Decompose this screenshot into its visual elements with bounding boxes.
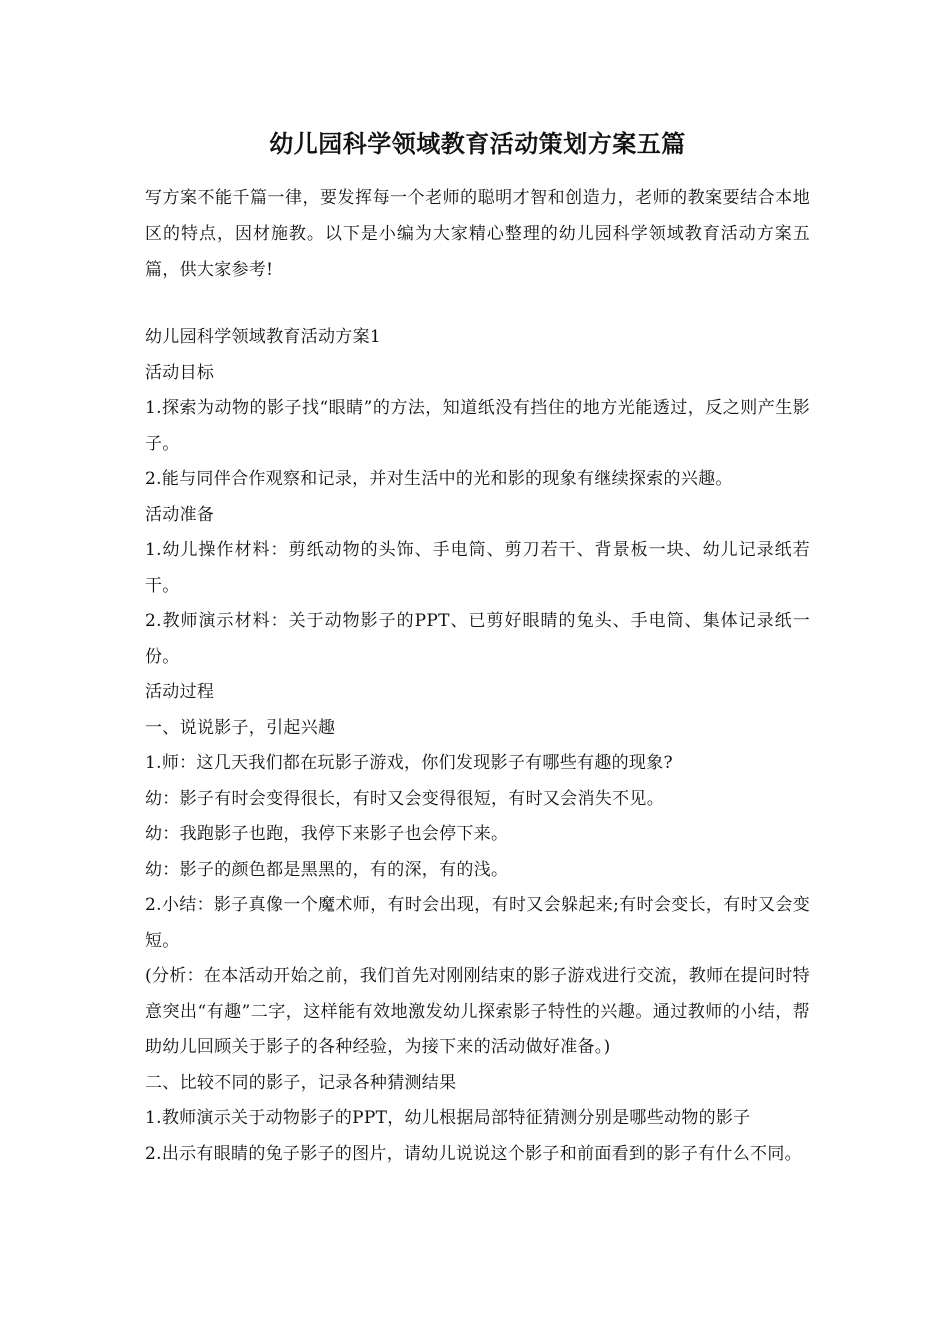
section-heading: 幼儿园科学领域教育活动方案1 bbox=[145, 327, 382, 347]
body-paragraph: 幼：影子有时会变得很长，有时又会变得很短，有时又会消失不见。 bbox=[145, 788, 664, 809]
intro-paragraph: 写方案不能千篇一律，要发挥每一个老师的聪明才智和创造力，老师的教案要结合本地区的特点，因材施教。以下是小编为大家精心整理的幼儿园科学领域教育活动方案五篇，供大家参考! bbox=[145, 188, 810, 280]
body-paragraph: 1.教师演示关于动物影子的PPT，幼儿根据局部特征猜测分别是哪些动物的影子 bbox=[145, 1108, 751, 1128]
document-page bbox=[145, 128, 810, 1172]
intro-section bbox=[145, 180, 810, 288]
body-paragraph: (分析：在本活动开始之前，我们首先对刚刚结束的影子游戏进行交流，教师在提问时特意突出“有趣”二字，这样能有效地激发幼儿探索影子特性的兴趣。通过教师的小结，帮助幼儿回顾关于影子的各种经验，为接下来的活动做好准备。) bbox=[145, 966, 810, 1057]
body-paragraph: 2.出示有眼睛的兔子影子的图片，请幼儿说说这个影子和前面看到的影子有什么不同。 bbox=[145, 1143, 802, 1164]
section-heading: 活动目标 bbox=[145, 362, 215, 383]
body-paragraph: 2.小结：影子真像一个魔术师，有时会出现，有时又会躲起来;有时会变长，有时又会变短。 bbox=[145, 895, 810, 951]
body-paragraph: 幼：我跑影子也跑，我停下来影子也会停下来。 bbox=[145, 824, 509, 844]
body-paragraph: 1.师：这几天我们都在玩影子游戏，你们发现影子有哪些有趣的现象? bbox=[145, 753, 673, 773]
body-paragraph: 1.探索为动物的影子找“眼睛”的方法，知道纸没有挡住的地方光能透过，反之则产生影子。 bbox=[145, 398, 810, 454]
body-paragraph: 二、比较不同的影子，记录各种猜测结果 bbox=[145, 1072, 457, 1093]
body-paragraph: 幼：影子的颜色都是黑黑的，有的深，有的浅。 bbox=[145, 859, 509, 880]
body-paragraph: 一、说说影子，引起兴趣 bbox=[145, 717, 336, 738]
section-heading: 活动过程 bbox=[145, 682, 215, 702]
document-title: 幼儿园科学领域教育活动策划方案五篇 bbox=[269, 129, 686, 158]
body-paragraph: 2.教师演示材料：关于动物影子的PPT、已剪好眼睛的兔头、手电筒、集体记录纸一份。 bbox=[145, 611, 810, 667]
section-heading: 活动准备 bbox=[145, 504, 215, 525]
body-paragraph: 1.幼儿操作材料：剪纸动物的头饰、手电筒、剪刀若干、背景板一块、幼儿记录纸若干。 bbox=[145, 540, 810, 596]
body-paragraph: 2.能与同伴合作观察和记录，并对生活中的光和影的现象有继续探索的兴趣。 bbox=[145, 469, 733, 489]
document-body bbox=[145, 320, 810, 1172]
